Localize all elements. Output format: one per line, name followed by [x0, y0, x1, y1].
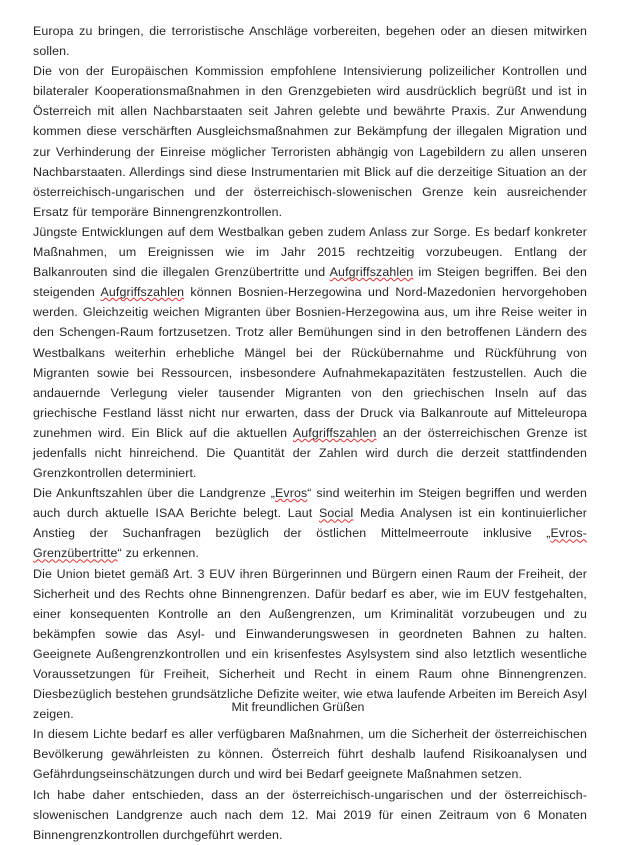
closing-block [33, 697, 587, 717]
spellcheck-flagged-word: Social [318, 506, 354, 521]
paragraph-6: In diesem Lichte bedarf es aller verfügbaren Maßnahmen, um die Sicherheit der österreichischen Bevölkerung gewährleisten zu können. Österreich führt deshalb laufend Risikoanalysen und Gefährdungseinschätzungen durch und wird bei Bedarf geeignete Maßnahmen setzen. [33, 727, 587, 782]
paragraph-1: Europa zu bringen, die terroristische Anschläge vorbereiten, begehen oder an diesen mitwirken sollen. [33, 24, 587, 59]
spellcheck-flagged-word: Evros [275, 486, 308, 501]
paragraph-7: Ich habe daher entschieden, dass an der österreichisch-ungarischen und der österreichisch-slowenischen Landgrenze auch nach dem 12. Mai 2019 für einen Zeitraum von 6 Monaten Binnengrenzkontrollen durchgeführt werden. [33, 787, 587, 842]
spellcheck-flagged-word: Aufgriffszahlen [100, 285, 185, 300]
closing-salutation: Mit freundlichen Grüßen [231, 700, 365, 714]
spellcheck-flagged-word: Evros-Grenzübertritte [33, 526, 587, 561]
paragraph-5: Die Union bietet gemäß Art. 3 EUV ihren Bürgerinnen und Bürgern einen Raum der Freiheit, der Sicherheit und des Rechts ohne Binnengrenzen. Dafür bedarf es aber, wie im EUV festgehalten, einer konsequenten Kontrolle an den Außengrenzen, um Kriminalität vorzubeugen und zu bekämpfen sowie das Asyl- und Einwanderungswesen in geordneten Bahnen zu halten. Geeignete Außengrenzkontrollen und ein krisenfestes Asylsystem sind also letztlich wesentliche Voraussetzungen für Freiheit, Sicherheit und Recht in einem Raum ohne Binnengrenzen. Diesbezüglich bestehen grundsätzliche Defizite weiter, wie etwa laufende Arbeiten im Bereich Asyl zeigen. [33, 566, 587, 722]
document-text-body [33, 21, 587, 845]
spellcheck-flagged-word: Aufgriffszahlen [292, 425, 377, 440]
spellcheck-flagged-word: Aufgriffszahlen [329, 265, 414, 280]
paragraph-4: Die Ankunftszahlen über die Landgrenze „Evros“ sind weiterhin im Steigen begriffen und werden auch durch aktuelle ISAA Berichte belegt. Laut Social Media Analysen ist ein kontinuierlicher Anstieg der Suchanfragen bezüglich der östlichen Mittelmeerroute inklusive „Evros-Grenzübertritte“ zu erkennen. [33, 486, 587, 561]
paragraph-2: Die von der Europäischen Kommission empfohlene Intensivierung polizeilicher Kontrollen und bilateraler Kooperationsmaßnahmen in den Grenzgebieten wird ausdrücklich begrüßt und ist in Österreich mit allen Nachbarstaaten seit Jahren gelebte und bewährte Praxis. Zur Anwendung kommen diese verschärften Ausgleichsmaßnahmen zur Bekämpfung der illegalen Migration und zur Verhinderung der Einreise möglicher Terroristen abhängig von Lagebildern zu allen unseren Nachbarstaaten. Allerdings sind diese Instrumentarien mit Blick auf die derzeitige Situation an der österreichisch-ungarischen und der österreichisch-slowenischen Grenze kein ausreichender Ersatz für temporäre Binnengrenzkontrollen. [33, 64, 587, 219]
paragraph-3: Jüngste Entwicklungen auf dem Westbalkan geben zudem Anlass zur Sorge. Es bedarf konkreter Maßnahmen, um Ereignissen wie im Jahr 2015 rechtzeitig vorzubeugen. Entlang der Balkanrouten sind die illegalen Grenzübertritte und Aufgriffszahlen im Steigen begriffen. Bei den steigenden Aufgriffszahlen können Bosnien-Herzegowina und Nord-Mazedonien hervorgehoben werden. Gleichzeitig weichen Migranten über Bosnien-Herzegowina aus, um ihre Reise weiter in den Schengen-Raum fortzusetzen. Trotz aller Bemühungen sind in den betroffenen Ländern des Westbalkans weiterhin erhebliche Mängel bei der Rückübernahme und Rückführung von Migranten sowie bei Ressourcen, insbesondere Aufnahmekapazitäten festzustellen. Auch die andauernde Verlegung vieler tausender Migranten von den griechischen Inseln auf das griechische Festland lässt nicht nur erwarten, dass der Druck via Balkanroute auf Mitteleuropa zunehmen wird. Ein Blick auf die aktuellen Aufgriffszahlen an der österreichischen Grenze ist jedenfalls nicht hinreichend. Die Quantität der Zahlen wird durch die derzeit stattfindenden Grenzkontrollen determiniert. [33, 224, 587, 481]
